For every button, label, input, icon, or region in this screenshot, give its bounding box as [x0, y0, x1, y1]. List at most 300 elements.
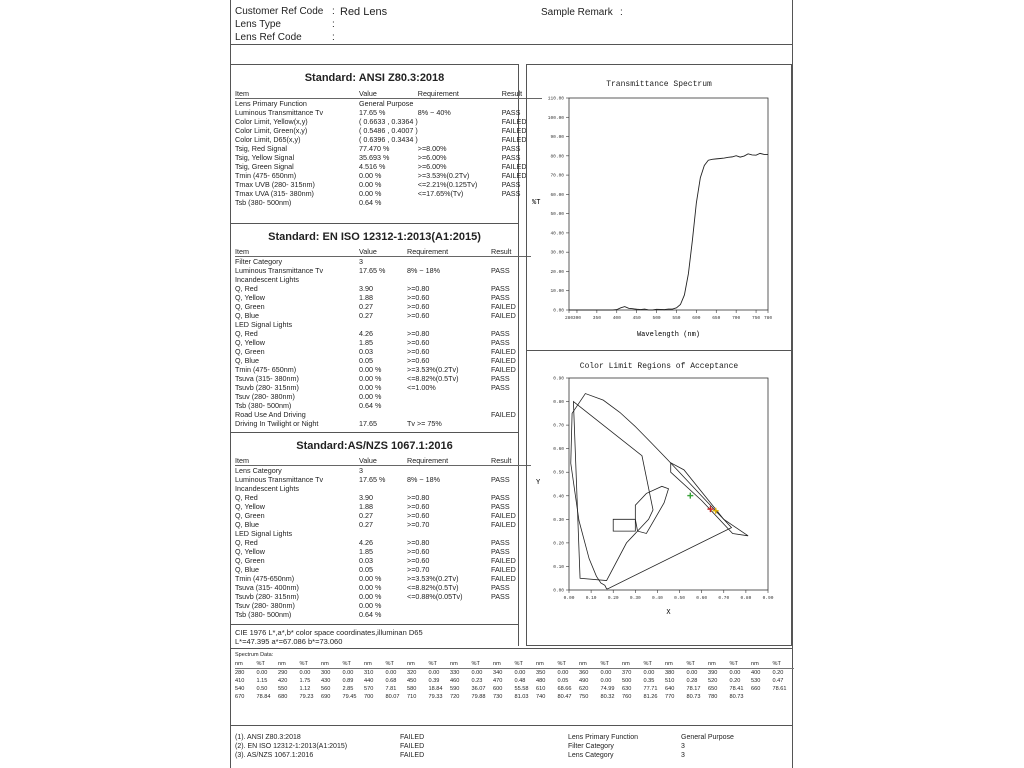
table-row: [235, 484, 531, 493]
spectrum-cell: 2.85: [342, 686, 354, 692]
summary-value: 3: [681, 743, 685, 750]
item-cell: Tsig, Green Signal: [235, 162, 294, 171]
value-cell: 0.27: [359, 302, 373, 311]
value-cell: 17.65: [359, 419, 377, 428]
x-tick-label: 500: [652, 316, 661, 321]
spectrum-cell: nm: [364, 661, 372, 667]
spectrum-cell: 620: [579, 686, 589, 692]
result-cell: FAILED: [491, 556, 516, 565]
value-cell: 0.00 %: [359, 383, 382, 392]
spectrum-table: [235, 660, 794, 701]
spectrum-cell: 0.00: [557, 670, 569, 676]
spectrum-cell: 640: [665, 686, 675, 692]
value-cell: 0.64 %: [359, 198, 382, 207]
spectrum-cell: %T: [385, 661, 394, 667]
value-cell: [359, 320, 407, 329]
result-cell: [491, 419, 531, 428]
summary-label: Lens Primary Function: [568, 734, 639, 741]
spectrum-cell: 400: [751, 670, 761, 676]
chart-divider: [526, 350, 792, 351]
value-cell: 0.00 %: [359, 574, 382, 583]
table-row: [235, 153, 542, 162]
value-cell: 0.03: [359, 556, 373, 565]
requirement-cell: >=0.60: [407, 511, 430, 520]
item-cell: Q, Yellow: [235, 293, 265, 302]
table-row: [235, 383, 531, 392]
x-tick-label: 0.90: [762, 596, 774, 601]
spectrum-row: [235, 685, 794, 693]
spectrum-cell: 450: [407, 678, 417, 684]
table-row: [235, 180, 542, 189]
result-cell: PASS: [491, 538, 510, 547]
requirement-cell: [407, 484, 491, 493]
item-cell: Tmax UVA (315- 380nm): [235, 189, 314, 198]
spectrum-cell: 600: [493, 686, 503, 692]
x-tick-label: 0.10: [585, 596, 597, 601]
item-cell: Tsuva (315- 400nm): [235, 583, 299, 592]
table-row: [235, 126, 542, 135]
result-cell: PASS: [491, 475, 510, 484]
x-tick-label: 0.60: [696, 596, 708, 601]
spectrum-cell: 78.84: [256, 694, 271, 700]
requirement-cell: >=3.53%(0.2Tv): [407, 574, 459, 583]
spectrum-cell: nm: [536, 661, 544, 667]
x-tick-label: 0.80: [740, 596, 752, 601]
table-row: [235, 329, 531, 338]
requirement-cell: 8% ~ 18%: [407, 266, 440, 275]
page-border-right: [792, 0, 793, 768]
transmittance-series-line: [569, 153, 768, 310]
requirement-cell: >=0.60: [407, 356, 430, 365]
result-cell: FAILED: [491, 311, 516, 320]
cie-line-2: L*=47.395 a*=67.086 b*=73.060: [235, 637, 343, 646]
result-cell: PASS: [491, 338, 510, 347]
item-cell: Road Use And Driving: [235, 410, 306, 419]
requirement-cell: [418, 198, 502, 207]
value-cell: 4.26: [359, 329, 373, 338]
result-cell: [491, 529, 531, 538]
y-tick-label: 0.60: [553, 447, 564, 453]
item-cell: Tmin (475- 650nm): [235, 171, 297, 180]
item-cell: Q, Red: [235, 538, 258, 547]
requirement-cell: [407, 401, 491, 410]
spectrum-cell: %T: [256, 661, 265, 667]
value-cell: 0.27: [359, 511, 373, 520]
spectrum-cell: 390: [708, 670, 718, 676]
result-cell: FAILED: [491, 511, 516, 520]
requirement-cell: >=3.53%(0.2Tv): [407, 365, 459, 374]
table-row: [235, 198, 542, 207]
spectrum-cell: 0.28: [686, 678, 698, 684]
x-tick-label: 750: [752, 316, 761, 321]
y-tick-label: 0.30: [553, 517, 564, 523]
requirement-cell: >=0.80: [407, 493, 430, 502]
value-cell: 1.88: [359, 293, 373, 302]
summary-result: FAILED: [400, 752, 425, 759]
column-header: Requirement: [407, 456, 491, 466]
region-green-ellipse: [635, 486, 668, 533]
table-row: [235, 601, 531, 610]
value-cell: 1.85: [359, 338, 373, 347]
value-cell: 0.64 %: [359, 610, 382, 619]
y-tick-label: 0.40: [553, 494, 564, 500]
x-axis-label: X: [666, 609, 671, 617]
region-red-limit: [613, 519, 635, 531]
value-cell: 0.03: [359, 347, 373, 356]
table-row: [235, 356, 531, 365]
result-cell: PASS: [501, 180, 521, 189]
result-cell: PASS: [501, 144, 521, 153]
spectrum-cell: %T: [600, 661, 609, 667]
spectrum-cell: 0.00: [299, 670, 311, 676]
result-cell: [491, 257, 531, 267]
item-cell: Q, Green: [235, 556, 265, 565]
spectrum-cell: 420: [278, 678, 288, 684]
spectrum-cell: 0.48: [514, 678, 526, 684]
spectrum-cell: 79.33: [428, 694, 443, 700]
column-header: Requirement: [418, 89, 502, 99]
result-cell: PASS: [501, 153, 521, 162]
y-tick-label: 0.00: [553, 308, 564, 314]
spectrum-cell: 480: [536, 678, 546, 684]
result-cell: PASS: [491, 583, 510, 592]
requirement-cell: <=0.88%(0.05Tv): [407, 592, 463, 601]
table-row: [235, 99, 542, 109]
value-cell: 0.27: [359, 520, 373, 529]
spectrum-row: [235, 693, 794, 701]
column-header: Result: [491, 247, 531, 257]
value-cell: 17.65 %: [359, 108, 386, 117]
result-cell: FAILED: [491, 365, 516, 374]
item-cell: Incandescent Lights: [235, 275, 299, 284]
x-tick-label: 600: [692, 316, 701, 321]
item-cell: Q, Blue: [235, 520, 259, 529]
spectrum-cell: 340: [493, 670, 503, 676]
x-tick-label: 0.50: [674, 596, 685, 601]
requirement-cell: <=17.65%(Tv): [417, 189, 464, 198]
spectrum-cell: 78.41: [729, 686, 744, 692]
value-cell: ( 0.6396 , 0.3434 ): [359, 135, 418, 144]
spectrum-cell: 0.00: [643, 670, 655, 676]
spectrum-top-divider: [230, 648, 793, 649]
spectrum-cell: 80.73: [686, 694, 701, 700]
result-cell: [491, 601, 531, 610]
spectrum-cell: 370: [622, 670, 632, 676]
x-tick-label: 450: [632, 316, 641, 321]
spectrum-cell: 550: [278, 686, 288, 692]
requirement-cell: [407, 257, 491, 267]
spectrum-cell: 660: [751, 686, 761, 692]
item-cell: LED Signal Lights: [235, 529, 293, 538]
table-row: [235, 538, 531, 547]
item-cell: Q, Red: [235, 493, 258, 502]
value-cell: General Purpose: [359, 99, 414, 108]
spectrum-cell: 68.66: [557, 686, 572, 692]
item-cell: Incandescent Lights: [235, 484, 299, 493]
table-row: [235, 547, 531, 556]
spectrum-cell: 530: [751, 678, 761, 684]
spectrum-label: Spectrum Data:: [235, 652, 274, 658]
section-divider: [230, 432, 519, 433]
result-cell: [491, 484, 531, 493]
iso-title: Standard: EN ISO 12312-1:2013(A1:2015): [268, 231, 481, 243]
value-cell: 0.00 %: [359, 365, 382, 374]
item-cell: Luminous Transmittance Tv: [235, 475, 324, 484]
spectrum-cell: 780: [708, 694, 718, 700]
column-header: Item: [235, 456, 359, 466]
x-tick-label: 400: [612, 316, 621, 321]
column-header: Item: [235, 89, 359, 99]
spectrum-row: [235, 669, 794, 678]
requirement-cell: >=0.60: [407, 547, 430, 556]
item-cell: Q, Red: [235, 284, 258, 293]
spectrum-cell: 0.00: [600, 678, 612, 684]
summary-value: 3: [681, 752, 685, 759]
spectrum-cell: 290: [278, 670, 288, 676]
summary-standard: (2). EN ISO 12312-1:2013(A1:2015): [235, 743, 348, 750]
item-cell: LED Signal Lights: [235, 320, 293, 329]
y-tick-label: 0.70: [553, 423, 564, 429]
requirement-cell: 8% ~ 18%: [407, 475, 440, 484]
requirement-cell: >=8.00%: [417, 144, 447, 153]
table-row: [235, 284, 531, 293]
spectrum-cell: 520: [708, 678, 718, 684]
spectrum-cell: 78.61: [772, 686, 787, 692]
requirement-cell: [418, 126, 502, 135]
y-tick-label: 10.00: [550, 289, 564, 295]
x-tick-label: 0.00: [563, 596, 575, 601]
spectrum-cell: 610: [536, 686, 546, 692]
item-cell: Tmin (475-650nm): [235, 574, 295, 583]
value-cell: [359, 529, 407, 538]
result-cell: PASS: [491, 547, 510, 556]
requirement-cell: <=8.82%(0.5Tv): [407, 583, 459, 592]
result-cell: FAILED: [501, 135, 527, 144]
table-row: [235, 493, 531, 502]
spectrum-cell: [751, 693, 773, 701]
spectrum-bottom-divider: [230, 725, 793, 726]
item-cell: Lens Category: [235, 466, 282, 475]
table-row: [235, 529, 531, 538]
spectrum-cell: 80.32: [600, 694, 615, 700]
spectrum-header-row: [235, 660, 794, 669]
value-cell: 77.470 %: [359, 144, 390, 153]
item-cell: Tsuv (280- 380nm): [235, 392, 295, 401]
spectrum-cell: 1.75: [299, 678, 311, 684]
summary-standard: (1). ANSI Z80.3:2018: [235, 734, 301, 741]
value-cell: 35.693 %: [359, 153, 390, 162]
table-row: [235, 320, 531, 329]
table-row: [235, 108, 542, 117]
spectrum-cell: 750: [579, 694, 589, 700]
value-cell: 0.00 %: [359, 592, 382, 601]
spectrum-cell: 570: [364, 686, 374, 692]
table-row: [235, 135, 542, 144]
value-cell: ( 0.6633 , 0.3364 ): [359, 117, 418, 126]
value-cell: 0.27: [359, 311, 373, 320]
result-cell: [491, 466, 531, 476]
result-cell: FAILED: [491, 347, 516, 356]
spectrum-cell: 360: [579, 670, 589, 676]
value-cell: 0.00 %: [359, 374, 382, 383]
spectrum-cell: 680: [278, 694, 288, 700]
item-cell: Tsb (380- 500nm): [235, 401, 292, 410]
item-cell: Filter Category: [235, 257, 283, 266]
item-cell: Tmax UVB (280- 315nm): [235, 180, 315, 189]
spectrum-cell: nm: [622, 661, 630, 667]
spectrum-cell: %T: [342, 661, 351, 667]
value-cell: 4.516 %: [359, 162, 386, 171]
y-tick-label: 20.00: [550, 269, 564, 275]
item-cell: Tsuvb (280- 315nm): [235, 592, 299, 601]
spectrum-cell: 78.17: [686, 686, 701, 692]
requirement-cell: >=0.60: [407, 556, 430, 565]
ansi-table: [235, 89, 542, 207]
spectrum-cell: 540: [235, 686, 245, 692]
item-cell: Q, Blue: [235, 356, 259, 365]
requirement-cell: >=0.60: [407, 502, 430, 511]
colon: :: [332, 6, 335, 17]
requirement-cell: [407, 392, 491, 401]
value-cell: 0.00 %: [359, 601, 382, 610]
table-row: [235, 257, 531, 267]
spectrum-cell: 500: [622, 678, 632, 684]
spectrum-chart-title: Transmittance Spectrum: [606, 80, 712, 89]
requirement-cell: >=6.00%: [417, 153, 447, 162]
spectrum-cell: nm: [407, 661, 415, 667]
spectrum-cell: %T: [428, 661, 437, 667]
region-outer: [573, 402, 653, 581]
spectrum-cell: 560: [321, 686, 331, 692]
requirement-cell: >=6.00%: [417, 162, 447, 171]
spectrum-cell: 81.03: [514, 694, 529, 700]
ansi-title: Standard: ANSI Z80.3:2018: [304, 72, 445, 84]
table-row: [235, 117, 542, 126]
column-header: Item: [235, 247, 359, 257]
summary-result: FAILED: [400, 743, 425, 750]
item-cell: Q, Blue: [235, 311, 259, 320]
color-limit-chart-title: Color Limit Regions of Acceptance: [579, 362, 739, 371]
spectrum-cell: %T: [772, 661, 781, 667]
item-cell: Luminous Transmittance Tv: [235, 266, 324, 275]
asnzs-table: [235, 456, 531, 619]
summary-label: Lens Category: [568, 752, 614, 759]
table-header-row: [235, 456, 531, 466]
table-row: [235, 392, 531, 401]
spectrum-cell: 0.00: [600, 670, 612, 676]
summary-standard: (3). AS/NZS 1067.1:2016: [235, 752, 314, 759]
value-cell: 17.65 %: [359, 475, 386, 484]
result-cell: [491, 610, 531, 619]
table-row: [235, 293, 531, 302]
result-cell: [491, 401, 531, 410]
requirement-cell: >=0.60: [407, 347, 430, 356]
result-cell: PASS: [501, 189, 521, 198]
requirement-cell: [418, 99, 502, 109]
colon: :: [620, 7, 623, 18]
section-divider: [230, 223, 519, 224]
table-row: [235, 311, 531, 320]
spectrum-cell: 280: [235, 670, 245, 676]
item-cell: Tsb (380- 500nm): [235, 610, 292, 619]
table-header-row: [235, 247, 531, 257]
value-cell: [359, 484, 407, 493]
result-cell: PASS: [491, 383, 510, 392]
spectrum-cell: 1.15: [256, 678, 268, 684]
spectrum-cell: nm: [579, 661, 587, 667]
requirement-cell: <=1.00%: [407, 383, 436, 392]
spectrum-cell: 470: [493, 678, 503, 684]
spectrum-cell: 0.20: [772, 670, 784, 676]
x-tick-label: 550: [672, 316, 681, 321]
requirement-cell: [407, 610, 491, 619]
item-cell: Driving In Twilight or Night: [235, 419, 319, 428]
spectrum-cell: 79.45: [342, 694, 357, 700]
x-tick-label: 280: [564, 316, 574, 321]
result-cell: FAILED: [491, 520, 516, 529]
value-cell: [359, 410, 407, 419]
requirement-cell: [407, 410, 491, 419]
table-row: [235, 610, 531, 619]
item-cell: Q, Blue: [235, 565, 259, 574]
table-row: [235, 171, 542, 180]
spectrum-cell: 0.00: [342, 670, 354, 676]
requirement-cell: [418, 135, 502, 144]
spectrum-cell: 0.39: [428, 678, 440, 684]
x-tick-label: 0.40: [652, 596, 663, 601]
value-cell: 0.05: [359, 565, 373, 574]
requirement-cell: >=0.60: [407, 293, 430, 302]
spectrum-cell: nm: [450, 661, 458, 667]
spectrum-cell: 0.47: [772, 678, 784, 684]
table-row: [235, 162, 542, 171]
y-tick-label: 110.00: [547, 96, 564, 102]
y-tick-label: 0.50: [553, 470, 564, 476]
item-cell: Q, Yellow: [235, 502, 265, 511]
spectrum-cell: 460: [450, 678, 460, 684]
spectrum-cell: 77.71: [643, 686, 658, 692]
value-cell: 0.64 %: [359, 401, 382, 410]
value-cell: 0.00 %: [359, 171, 382, 180]
spectrum-cell: 380: [665, 670, 675, 676]
y-tick-label: 0.10: [553, 564, 564, 570]
spectrum-cell: 650: [708, 686, 718, 692]
requirement-cell: >=0.80: [407, 284, 430, 293]
spectrum-cell: 510: [665, 678, 675, 684]
item-cell: Color Limit, D65(x,y): [235, 135, 301, 144]
y-tick-label: 50.00: [550, 212, 564, 218]
item-cell: Q, Yellow: [235, 547, 265, 556]
x-axis-label: Wavelength (nm): [636, 331, 701, 339]
item-cell: Q, Green: [235, 302, 265, 311]
requirement-cell: >=0.60: [407, 311, 430, 320]
requirement-cell: 8% ~ 40%: [417, 108, 451, 117]
value-cell: 1.85: [359, 547, 373, 556]
table-row: [235, 556, 531, 565]
column-header: Value: [359, 247, 407, 257]
spectrum-cell: 80.47: [557, 694, 572, 700]
spectrum-cell: 740: [536, 694, 546, 700]
spectrum-cell: 80.73: [729, 694, 744, 700]
spectrum-cell: [773, 693, 795, 701]
spectrum-cell: %T: [686, 661, 695, 667]
plot-frame: [569, 98, 768, 310]
spectrum-cell: 430: [321, 678, 331, 684]
customer-ref-label: Customer Ref Code: [235, 6, 324, 17]
spectrum-cell: 320: [407, 670, 417, 676]
result-cell: FAILED: [501, 171, 527, 180]
result-cell: PASS: [491, 266, 510, 275]
